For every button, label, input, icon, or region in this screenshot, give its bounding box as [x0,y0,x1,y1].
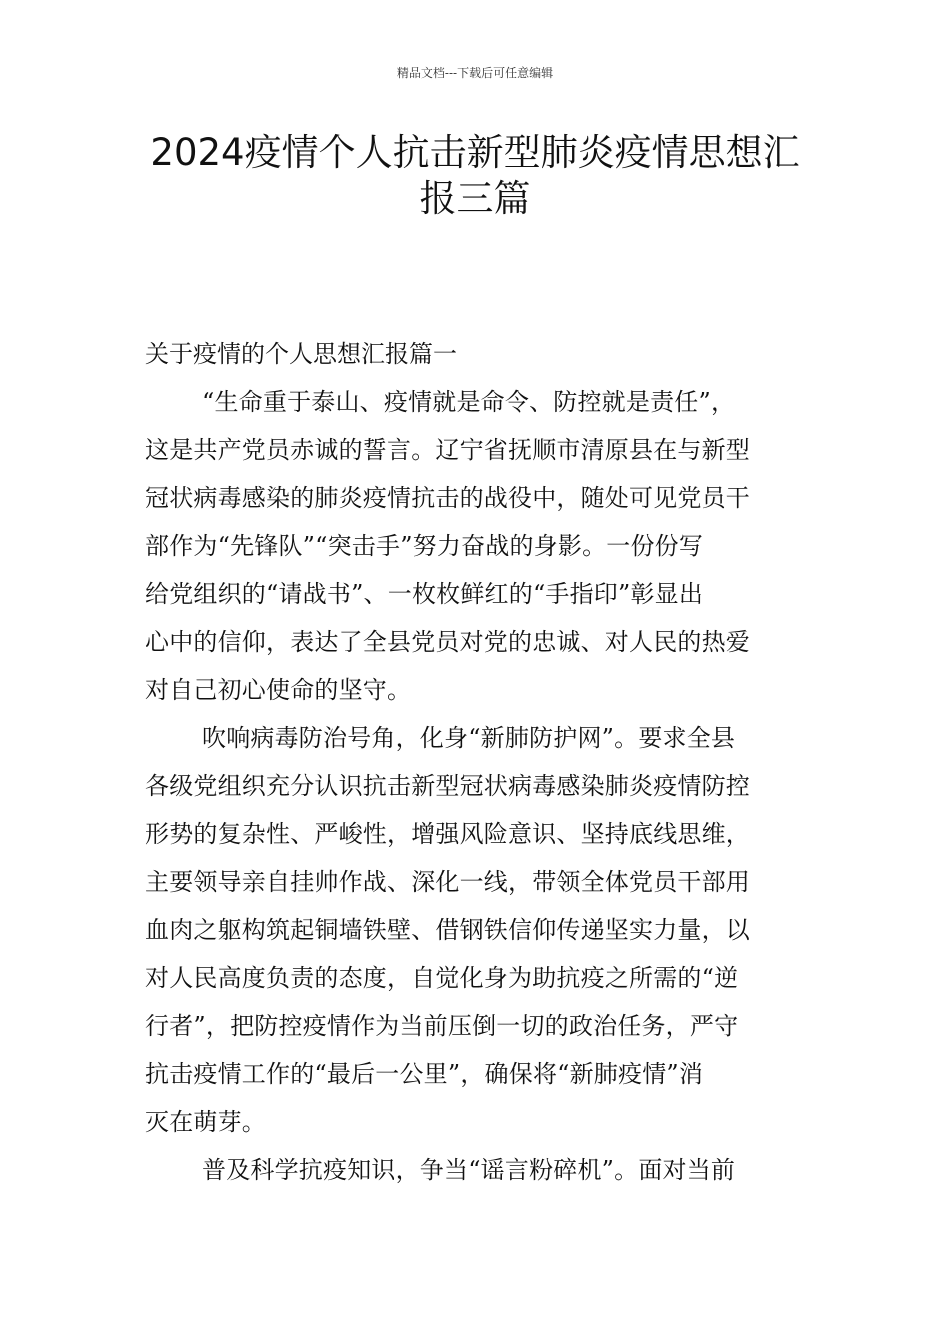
paragraph-line: 血肉之躯构筑起铜墙铁壁、借钢铁信仰传递坚实力量，以 [145,916,750,944]
paragraph-3 [145,1146,807,1194]
title-line-1: 2024疫情个人抗击新型肺炎疫情思想汇 [150,131,800,174]
paragraph-1 [145,378,807,714]
paragraph-line: 主要领导亲自挂帅作战、深化一线，带领全体党员干部用 [145,868,750,896]
paragraph-line: 对自己初心使命的坚守。 [145,676,412,704]
paragraph-line: 这是共产党员赤诚的誓言。辽宁省抚顺市清原县在与新型 [145,436,750,464]
paragraph-line: 对人民高度负责的态度，自觉化身为助抗疫之所需的“逆 [145,964,739,992]
paragraph-line: 给党组织的“请战书”、一枚枚鲜红的“手指印”彰显出 [145,580,704,608]
paragraph-line: 部作为“先锋队”“突击手”努力奋战的身影。一份份写 [145,532,704,560]
paragraph-line: 灭在萌芽。 [145,1108,266,1136]
paragraph-line: 各级党组织充分认识抗击新型冠状病毒感染肺炎疫情防控 [145,772,750,800]
paragraph-2 [145,714,807,1146]
paragraph-line: 普及科学抗疫知识，争当“谣言粉碎机”。面对当前 [202,1156,736,1184]
section-heading: 关于疫情的个人思想汇报篇一 [145,340,457,368]
document-title [130,130,820,222]
paragraph-line: 行者”，把防控疫情作为当前压倒一切的政治任务，严守 [145,1012,739,1040]
paragraph-line: 抗击疫情工作的“最后一公里”，确保将“新肺疫情”消 [145,1060,704,1088]
paragraph-line: 吹响病毒防治号角，化身“新肺防护网”。要求全县 [202,724,736,752]
paragraph-line: 心中的信仰，表达了全县党员对党的忠诚、对人民的热爱 [145,628,750,656]
header-note: 精品文档---下载后可任意编辑 [396,66,554,80]
document-body [145,330,807,1194]
paragraph-line: 冠状病毒感染的肺炎疫情抗击的战役中，随处可见党员干 [145,484,750,512]
paragraph-line: “生命重于泰山、疫情就是命令、防控就是责任”， [202,388,736,416]
paragraph-line: 形势的复杂性、严峻性，增强风险意识、坚持底线思维， [145,820,750,848]
title-line-2: 报三篇 [419,177,531,220]
